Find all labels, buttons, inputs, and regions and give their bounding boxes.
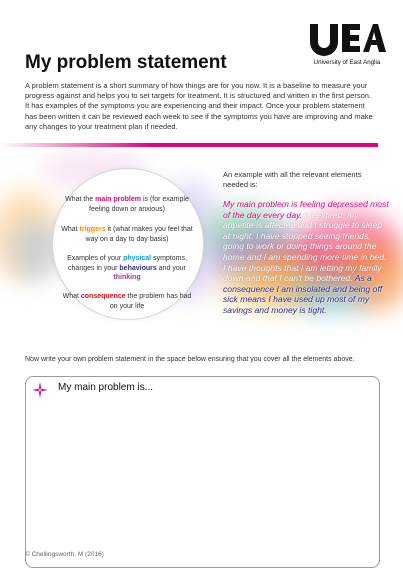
- keyword-triggers: triggers: [79, 226, 106, 233]
- example-physical: I feel tired, my appetite is affected and I struggle to sleep at night.: [223, 209, 383, 241]
- keyword-thinking: thinking: [113, 274, 141, 282]
- circle-item-main-problem: What the main problem is (for example feeling down or anxious): [65, 196, 189, 213]
- uea-logo-mark: [308, 22, 386, 58]
- keyword-consequence: consequence: [80, 293, 126, 300]
- keyword-physical: physical: [123, 255, 152, 262]
- answer-prompt: My main problem is...: [58, 382, 154, 393]
- example-heading: An example with all the relevant elements needed is:: [223, 170, 362, 190]
- copyright-footer: © Chellingsworth, M (2016): [25, 551, 104, 558]
- example-statement: [223, 199, 391, 316]
- keyword-main-problem: main problem: [95, 196, 141, 203]
- keyword-behaviours: behaviours: [119, 264, 157, 272]
- logo-text: University of East Anglia: [313, 59, 381, 66]
- circle-item-consequence: What consequence the problem has had on your life: [62, 293, 192, 310]
- uea-logo: [308, 22, 386, 74]
- circle-item-triggers: What triggers it (what makes you feel that way on a day to day basis): [61, 226, 193, 243]
- instruction-text: Now write your own problem statement in the space below ensuring that you cover all the elements above.: [25, 356, 355, 363]
- example-thinking: I have thoughts that I am letting my family down and that I can't be bothered.: [223, 262, 382, 284]
- page-title: My problem statement: [25, 52, 227, 73]
- problem-statement-textarea[interactable]: [25, 376, 380, 568]
- example-main-problem: My main problem is feeling depressed most of the day every day.: [223, 199, 389, 220]
- accent-divider: [0, 143, 378, 147]
- circle-item-symptoms: Examples of your physical symptoms, changes in your behaviours and your thinking: [67, 255, 187, 282]
- intro-paragraph: A problem statement is a short summary of how things are for you now. It is a baseline to measure your progress against and helps you to set targets for treatment. It is structured and written in the first person. It has examples of the symptoms you are experiencing and their impact. Once your problem statement has been written it can be reviewed each week to see if the symptoms you have are improving and make any changes to your treatment plan if needed.: [25, 81, 373, 131]
- example-behaviours: I have stopped seeing friends, going to work or doing things around the home and I am spending more time in bed.: [223, 230, 387, 262]
- sparkle-star-icon: [32, 382, 48, 398]
- example-consequence: As a consequence I am insolated and being off sick means I have used up most of my savings and money is tight.: [223, 273, 383, 315]
